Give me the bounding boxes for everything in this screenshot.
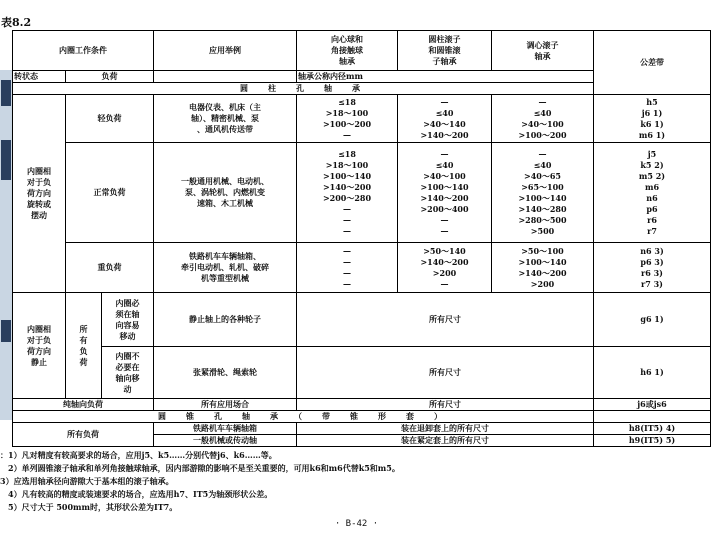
fit-tolerance-table (12, 30, 711, 447)
app-line: 铁路机车车辆轴箱、 (189, 251, 261, 261)
header-inner-ring-condition: 内圈工作条件 (13, 31, 154, 71)
tapered-all-loads: 所有负荷 (13, 423, 154, 447)
pure-axial-tolerance: j6或js6 (594, 399, 711, 411)
table-title: 表8.2 (1, 16, 32, 29)
app-line: 、通风机传送带 (197, 124, 253, 134)
header-row (13, 31, 711, 71)
app-line: 电器仪表、机床（主 (189, 102, 261, 112)
value: k5 2) (640, 159, 664, 170)
value: >140～200 (420, 256, 469, 267)
stationary-sub2-condition (102, 347, 154, 399)
value: — (343, 203, 351, 214)
tapered-tolerance: h8(IT5) 4) (594, 423, 711, 435)
value: >65～100 (521, 181, 564, 192)
table-row-stationary-fixed (13, 347, 711, 399)
label-line: 内圈必 (115, 297, 140, 308)
label-line: 动 (123, 383, 132, 394)
section-tapered-bore: 圆 锥 孔 轴 承 （ 带 锥 形 套 ） (13, 411, 594, 423)
side-marker (1, 80, 11, 106)
label-line: 荷方向 (27, 188, 51, 198)
value: — (343, 245, 351, 256)
label-line: 所 (79, 323, 88, 334)
value: m6 (644, 181, 660, 192)
table-row-stationary-movable (13, 293, 711, 347)
header-bore-diameter: 轴承公称内径mm (297, 71, 594, 83)
stationary-sub1-tolerance: g6 1) (594, 293, 711, 347)
value: >40～140 (423, 118, 466, 129)
value: — (440, 96, 449, 107)
normal-load-ball (297, 143, 398, 243)
value: >200 (432, 267, 457, 278)
value: — (343, 225, 351, 236)
value: — (440, 225, 449, 236)
table-row-normal-load (13, 143, 711, 243)
value: >40～100 (521, 118, 564, 129)
normal-load-tolerance (594, 143, 711, 243)
stationary-sub2-size: 所有尺寸 (297, 347, 594, 399)
label-line: 移动 (119, 330, 136, 341)
footnote: 4）凡有较高的精度或装速要求的场合，应选用h7、IT5为轴颈形状公差。 (0, 489, 273, 499)
section-blank (594, 411, 711, 423)
value: n6 3) (640, 245, 664, 256)
value: h5 (646, 96, 658, 107)
footnote: 5）尺寸大于 500mm时，其形状公差为IT7。 (0, 502, 178, 512)
table-row-heavy-load (13, 243, 711, 293)
label-line: 须在轴 (115, 308, 140, 319)
value: >18～100 (325, 159, 369, 170)
tapered-application: 铁路机车车辆轴箱 (154, 423, 297, 435)
app-line: 机等重型机械 (201, 273, 249, 283)
header-spherical-roller (492, 31, 594, 71)
normal-load-cylindrical (398, 143, 492, 243)
stationary-all-loads (66, 293, 102, 399)
header-line: 和圆锥滚 (428, 45, 461, 55)
value: ≤40 (435, 107, 454, 118)
stationary-sub2-application: 张紧滑轮、绳索轮 (154, 347, 297, 399)
value: >200 (530, 278, 555, 289)
value: — (343, 278, 351, 289)
table-row-pure-axial (13, 399, 711, 411)
heavy-load-spherical (492, 243, 594, 293)
value: >100～140 (518, 192, 567, 203)
header-line: 轴承 (339, 56, 355, 66)
value: >140～200 (518, 267, 567, 278)
label-line: 荷方向 (27, 345, 51, 356)
value: >40～100 (423, 170, 466, 181)
value: — (440, 278, 449, 289)
footnotes (0, 449, 712, 514)
value: — (538, 96, 547, 107)
table-row-tapered (13, 423, 711, 435)
value: >40～65 (524, 170, 561, 181)
tapered-tolerance: h9(IT5) 5) (594, 435, 711, 447)
stationary-sub1-size: 所有尺寸 (297, 293, 594, 347)
light-load-tolerance (594, 95, 711, 143)
header-rotation-state: 转状态 (13, 71, 66, 83)
header-line: 轴承 (534, 50, 551, 61)
value: m6 1) (638, 129, 666, 140)
value: r6 3) (641, 267, 663, 278)
tapered-application: 一般机械或传动轴 (154, 435, 297, 447)
app-line: 轴）、精密机械、泵 (191, 113, 259, 123)
value: >200～400 (420, 203, 469, 214)
value: >140～280 (518, 203, 567, 214)
table-row-light-load (13, 95, 711, 143)
section-cylindrical-bore: 圆 柱 孔 轴 承 (13, 83, 594, 95)
stationary-condition-label (13, 293, 66, 399)
value: n6 (646, 192, 658, 203)
header-blank (154, 71, 297, 83)
value: j5 (647, 148, 657, 159)
heavy-load-application (154, 243, 297, 293)
header-line: 子轴承 (432, 56, 457, 66)
left-side-strip (0, 70, 12, 420)
side-marker (1, 140, 11, 180)
value: — (343, 256, 351, 267)
label-line: 轴向移 (115, 372, 140, 383)
heavy-load-label: 重负荷 (66, 243, 154, 293)
label-line: 静止 (31, 356, 47, 367)
label-line: 对于负 (27, 177, 51, 187)
label-line: 对于负 (27, 334, 51, 345)
label-line: 旋转或 (27, 199, 51, 209)
label-line: 荷 (79, 356, 88, 367)
value: >18～100 (325, 107, 369, 118)
normal-load-spherical (492, 143, 594, 243)
value: p6 3) (640, 256, 664, 267)
normal-load-application (154, 143, 297, 243)
footnote: 3）应选用轴承径向游隙大于基本组的滚子轴承。 (0, 476, 174, 486)
header-tolerance-zone: 公差带 (594, 31, 711, 95)
header-application: 应用举例 (154, 31, 297, 71)
footnote: 2）单列圆锥滚子轴承和单列角接触球轴承，因内部游隙的影响不是至关重要的，可用k6和m6代替k5和m5。 (0, 463, 400, 473)
label-line: 负 (79, 345, 88, 356)
light-load-application (154, 95, 297, 143)
section-row (13, 411, 711, 423)
light-load-spherical (492, 95, 594, 143)
stationary-sub1-application: 静止轴上的各种轮子 (154, 293, 297, 347)
heavy-load-ball (297, 243, 398, 293)
value: >50～100 (521, 245, 564, 256)
value: k6 1) (640, 118, 664, 129)
header-load: 负荷 (66, 71, 154, 83)
header-line: 圆柱滚子 (428, 34, 461, 44)
value: — (440, 214, 449, 225)
value: r6 (647, 214, 657, 225)
label-line: 摆动 (31, 210, 47, 220)
heavy-load-cylindrical (398, 243, 492, 293)
header-line: 调心滚子 (526, 39, 559, 50)
value: — (343, 267, 351, 278)
value: p6 (646, 203, 658, 214)
pure-axial-application: 所有应用场合 (154, 399, 297, 411)
value: >280～500 (518, 214, 567, 225)
tapered-size: 装在紧定套上的所有尺寸 (297, 435, 594, 447)
value: >100～140 (322, 170, 372, 181)
value: ≤40 (533, 107, 552, 118)
header-line: 角接触球 (331, 45, 363, 55)
rotating-condition-label (13, 95, 66, 293)
label-line: 向容易 (115, 319, 140, 330)
value: >140～200 (420, 129, 469, 140)
value: >140～200 (420, 192, 469, 203)
stationary-sub2-tolerance: h6 1) (594, 347, 711, 399)
tapered-size: 装在退卸套上的所有尺寸 (297, 423, 594, 435)
value: m5 2) (638, 170, 666, 181)
app-line: 速箱、木工机械 (197, 198, 253, 208)
value: ≤40 (435, 159, 454, 170)
heavy-load-tolerance (594, 243, 711, 293)
value: ≤40 (533, 159, 552, 170)
header-line: 向心球和 (331, 34, 363, 44)
label-line: 内圈相 (27, 323, 51, 334)
value: >140～200 (322, 181, 372, 192)
value: >100～140 (420, 181, 469, 192)
value: r7 3) (641, 278, 663, 289)
value: >50～140 (423, 245, 466, 256)
label-line: 内圈相 (27, 166, 51, 176)
normal-load-label: 正常负荷 (66, 143, 154, 243)
light-load-cylindrical (398, 95, 492, 143)
value: >100～200 (322, 118, 372, 129)
app-line: 泵、涡轮机、内燃机变 (185, 187, 265, 197)
value: >200～280 (322, 192, 372, 203)
value: — (343, 214, 351, 225)
label-line: 有 (79, 334, 88, 345)
value: — (343, 129, 351, 140)
header-ball-bearing (297, 31, 398, 71)
app-line: 一般通用机械、电动机、 (181, 176, 269, 186)
pure-axial-size: 所有尺寸 (297, 399, 594, 411)
pure-axial-load: 纯轴向负荷 (13, 399, 154, 411)
value: j6 1) (641, 107, 663, 118)
value: — (538, 148, 547, 159)
footnote: ：1）凡对精度有较高要求的场合，应用j5、k5……分别代替j6、k6……等。 (0, 450, 277, 460)
value: >100～140 (518, 256, 567, 267)
value: ≤18 (338, 148, 356, 159)
label-line: 内圈不 (115, 350, 140, 361)
stationary-sub1-condition (102, 293, 154, 347)
page-number: · B-42 · (334, 519, 379, 529)
light-load-label: 轻负荷 (66, 95, 154, 143)
value: >500 (530, 225, 555, 236)
header-cylindrical-roller (398, 31, 492, 71)
side-marker (1, 320, 11, 342)
value: r7 (647, 225, 657, 236)
app-line: 牵引电动机、轧机、破碎 (181, 262, 269, 272)
value: ≤18 (338, 96, 356, 107)
value: >100～200 (518, 129, 567, 140)
light-load-ball (297, 95, 398, 143)
value: — (440, 148, 449, 159)
label-line: 必要在 (115, 361, 140, 372)
